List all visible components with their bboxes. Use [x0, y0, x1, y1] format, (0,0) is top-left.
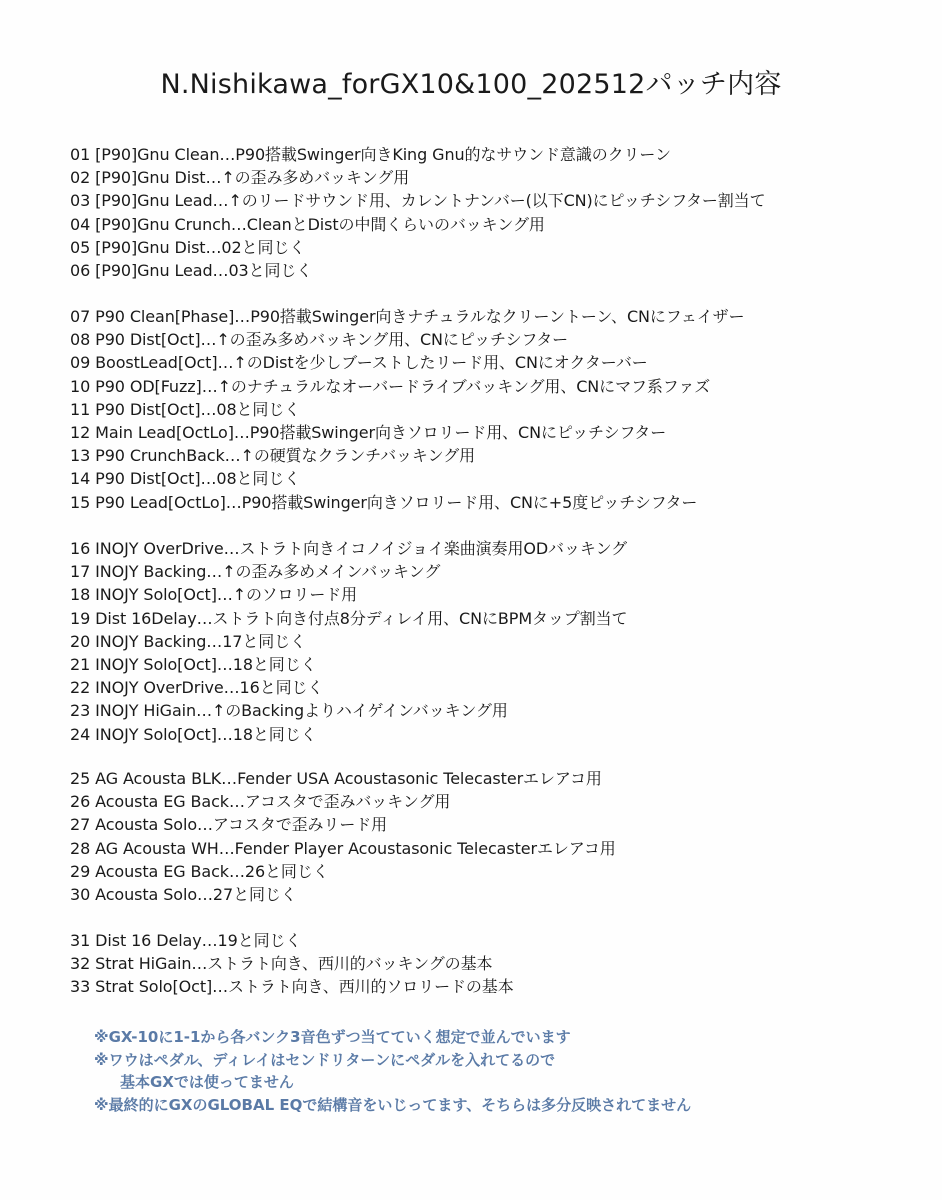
patch-line: 07 P90 Clean[Phase]…P90搭載Swinger向きナチュラルなクリーントーン、CNにフェイザー [70, 307, 745, 326]
patch-line: 10 P90 OD[Fuzz]…↑のナチュラルなオーバードライブバッキング用、CNにマフ系ファズ [70, 376, 711, 396]
patch-line: 12 Main Lead[OctLo]…P90搭載Swinger向きソロリード用、CNにピッチシフター [70, 423, 667, 443]
patch-line: 17 INOJY Backing…↑の歪み多めメインバッキング [70, 562, 441, 582]
patch-line: 19 Dist 16Delay…ストラト向き付点8分ディレイ用、CNにBPMタップ割当て [70, 608, 628, 628]
patch-line: 24 INOJY Solo[Oct]…18と同じく [70, 724, 317, 744]
patch-line: 14 P90 Dist[Oct]…08と同じく [70, 469, 301, 489]
note-line: ※最終的にGXのGLOBAL EQで結構音をいじってます、そちらは多分反映されてません [94, 1095, 692, 1114]
patch-line: 22 INOJY OverDrive…16と同じく [70, 678, 324, 698]
patch-group-acousta [70, 767, 930, 906]
patch-line: 23 INOJY HiGain…↑のBackingよりハイゲインバッキング用 [70, 701, 508, 721]
note-line: ※ワウはペダル、ディレイはセンドリターンにペダルを入れてるので [94, 1050, 556, 1069]
patch-line: 04 [P90]Gnu Crunch…CleanとDistの中間くらいのバッキング用 [70, 214, 545, 234]
notes-block [94, 1026, 914, 1116]
patch-line: 03 [P90]Gnu Lead…↑のリードサウンド用、カレントナンバー(以下CN)にピッチシフター割当て [70, 191, 766, 211]
patch-line: 01 [P90]Gnu Clean…P90搭載Swinger向きKing Gnu的なサウンド意識のクリーン [70, 145, 671, 164]
patch-line: 05 [P90]Gnu Dist…02と同じく [70, 237, 306, 257]
patch-line: 28 AG Acousta WH…Fender Player Acoustasonic Telecasterエレアコ用 [70, 838, 616, 858]
patch-line: 27 Acousta Solo…アコスタで歪みリード用 [70, 815, 388, 835]
patch-line: 26 Acousta EG Back…アコスタで歪みバッキング用 [70, 792, 451, 812]
patch-line: 13 P90 CrunchBack…↑の硬質なクランチバッキング用 [70, 446, 476, 466]
patch-group-strat [70, 929, 930, 999]
patch-group-gnu [70, 143, 930, 282]
patch-line: 06 [P90]Gnu Lead…03と同じく [70, 261, 313, 281]
note-line: 基本GXでは使ってません [120, 1073, 294, 1091]
patch-line: 30 Acousta Solo…27と同じく [70, 885, 297, 905]
patch-line: 18 INOJY Solo[Oct]…↑のソロリード用 [70, 585, 358, 605]
patch-line: 29 Acousta EG Back…26と同じく [70, 861, 329, 881]
patch-line: 32 Strat HiGain…ストラト向き、西川的バッキングの基本 [70, 954, 493, 974]
page-title: N.Nishikawa_forGX10&100_202512パッチ内容 [160, 69, 782, 100]
patch-line: 16 INOJY OverDrive…ストラト向きイコノイジョイ楽曲演奏用ODバッキング [70, 539, 628, 558]
patch-line: 21 INOJY Solo[Oct]…18と同じく [70, 655, 317, 675]
patch-group-inojy [70, 537, 930, 746]
patch-group-p90 [70, 305, 930, 514]
patch-line: 11 P90 Dist[Oct]…08と同じく [70, 399, 301, 419]
patch-line: 33 Strat Solo[Oct]…ストラト向き、西川的ソロリードの基本 [70, 977, 514, 997]
patch-line: 20 INOJY Backing…17と同じく [70, 631, 306, 651]
note-line: ※GX-10に1-1から各バンク3音色ずつ当てていく想定で並んでいます [94, 1028, 571, 1046]
patch-line: 15 P90 Lead[OctLo]…P90搭載Swinger向きソロリード用、CNに+5度ピッチシフター [70, 492, 698, 512]
patch-line: 02 [P90]Gnu Dist…↑の歪み多めバッキング用 [70, 168, 410, 188]
patch-line: 25 AG Acousta BLK…Fender USA Acoustasonic Telecasterエレアコ用 [70, 769, 602, 788]
patch-line: 09 BoostLead[Oct]…↑のDistを少しブーストしたリード用、CNにオクターバー [70, 353, 648, 373]
patch-line: 08 P90 Dist[Oct]…↑の歪み多めバッキング用、CNにピッチシフター [70, 330, 569, 350]
patch-line: 31 Dist 16 Delay…19と同じく [70, 931, 302, 950]
